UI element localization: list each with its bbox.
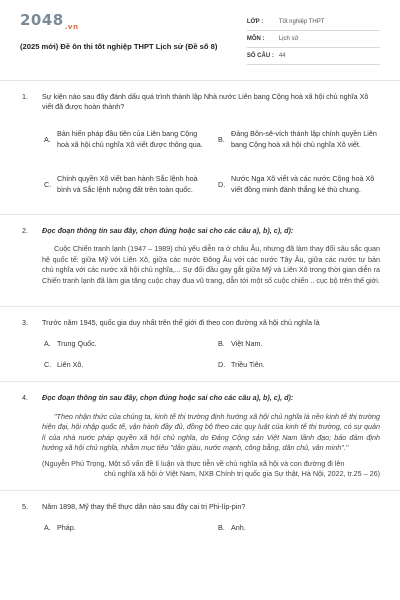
- meta-value: Tốt nghiệp THPT: [278, 18, 325, 25]
- option-text: Trung Quốc.: [57, 338, 97, 348]
- question-5: [20, 502, 380, 533]
- option-text: Liên Xô.: [57, 359, 84, 369]
- question-text: Trước năm 1945, quốc gia duy nhất trên thế giới đi theo con đường xã hội chủ nghĩa là: [42, 318, 320, 328]
- logo-suffix: .vn: [64, 23, 79, 31]
- option-letter: B.: [218, 522, 225, 532]
- question-3: [20, 318, 380, 370]
- question-4: [20, 393, 380, 479]
- question-divider: [0, 490, 400, 491]
- option-letter: A.: [44, 522, 51, 532]
- question-text: Sự kiện nào sau đây đánh dấu quá trình thành lập Nhà nước Liên bang Cộng hoà xã hội chủ nghĩa Xô viết đã được hoàn thành?: [42, 92, 369, 112]
- reading-passage: Cuộc Chiến tranh lạnh (1947 – 1989) chủ yếu diễn ra ở châu Âu, nhưng đã làm thay đổi sâu sắc quan hệ quốc tế: giữa Mỹ với Liên Xô, giữa các nước Đông Âu với các nước Tây Âu, giữa các nước tư bản chủ nghĩa với các nước xã hội chủ nghĩa,... Sự đối đầu gay gắt giữa Mỹ và Liên Xô trong thời gian diễn ra Chiến tranh lạnh đã làm gia tăng cuộc chạy đua vũ trang, dẫn tới một số cuộc chiến .. cục bộ trên thế giới.: [42, 244, 380, 285]
- question-number: 5.: [22, 502, 28, 512]
- answer-option-a[interactable]: [44, 339, 206, 349]
- exam-meta: [247, 14, 380, 65]
- option-text: Nước Nga Xô viết và các nước Cộng hoà Xô viết đồng minh đánh thắng kẻ thù chung.: [231, 174, 375, 194]
- answer-option-b[interactable]: [218, 122, 380, 158]
- question-2: [20, 226, 380, 286]
- site-logo[interactable]: [20, 12, 247, 35]
- option-letter: A.: [44, 134, 51, 144]
- option-text: Pháp.: [57, 522, 76, 532]
- question-divider: [0, 214, 400, 215]
- question-number: 2.: [22, 225, 28, 235]
- header-divider: [0, 80, 400, 81]
- answer-options: [42, 122, 380, 203]
- option-letter: D.: [218, 359, 226, 369]
- meta-value: Lịch sử: [278, 35, 299, 42]
- answer-option-c[interactable]: [44, 360, 206, 370]
- option-letter: C.: [44, 359, 52, 369]
- option-text: Bản hiến pháp đầu tiên của Liên bang Cộng hoà xã hội chủ nghĩa Xô viết được thông qua.: [57, 129, 203, 149]
- answer-option-a[interactable]: [44, 523, 206, 533]
- answer-options: [42, 339, 380, 371]
- exam-header: [20, 12, 380, 80]
- header-left: [20, 12, 247, 52]
- option-text: Anh.: [231, 522, 246, 532]
- answer-option-c[interactable]: [44, 167, 206, 203]
- citation-line: chủ nghĩa xã hội ở Việt Nam, NXB Chính trị quốc gia Sự thật, Hà Nội, 2022, tr.25 – 26): [104, 469, 380, 478]
- question-divider: [0, 306, 400, 307]
- option-letter: B.: [218, 134, 225, 144]
- answer-option-d[interactable]: [218, 167, 380, 203]
- logo-text: 2048: [20, 11, 64, 29]
- option-letter: B.: [218, 338, 225, 348]
- question-number: 1.: [22, 92, 28, 101]
- question-number: 3.: [22, 318, 28, 328]
- question-divider: [0, 381, 400, 382]
- option-letter: A.: [44, 338, 51, 348]
- option-text: Việt Nam.: [231, 338, 263, 348]
- meta-row-subject: [247, 31, 380, 48]
- question-1: [20, 92, 380, 203]
- option-text: Chính quyền Xô viết ban hành Sắc lệnh hoà bình và Sắc lệnh ruộng đất trên toàn quốc.: [57, 174, 198, 194]
- citation-line: (Nguyễn Phú Trọng, Một số vấn đề lí luận và thực tiễn về chủ nghĩa xã hội và con đường đi lên: [42, 458, 345, 468]
- answer-options: [42, 523, 380, 533]
- option-text: Đảng Bôn-sê-vích thành lập chính quyền Liên bang Cộng hoà xã hội chủ nghĩa Xô viết.: [231, 129, 377, 149]
- question-number: 4.: [22, 393, 28, 403]
- meta-value: 44: [278, 52, 286, 59]
- meta-row-count: [247, 48, 380, 65]
- passage-citation: [42, 459, 380, 480]
- reading-passage: "Theo nhận thức của chúng ta, kinh tế thị trường định hướng xã hội chủ nghĩa là nền kinh tế thị trường hiện đại, hội nhập quốc tế, vận hành đầy đủ, đồng bộ theo các quy luật của kinh tế thị trường, có sự quản lí của nhà nước pháp quyền xã hội chủ nghĩa, do Đảng Cộng sản Việt Nam lãnh đạo; bảo đảm định hướng xã hội chủ nghĩa, nhằm mục tiêu "dân giàu, nước mạnh, công bằng, dân chủ, văn minh".": [42, 411, 380, 453]
- answer-option-b[interactable]: [218, 339, 380, 349]
- question-instruction: Đọc đoạn thông tin sau đây, chọn đúng hoặc sai cho các câu a), b), c), d):: [42, 225, 294, 235]
- exam-title: (2025 mới) Đề ôn thi tốt nghiệp THPT Lịch sử (Đề số 8): [20, 42, 218, 51]
- question-instruction: Đọc đoạn thông tin sau đây, chọn đúng hoặc sai cho các câu a), b), c), d):: [42, 393, 294, 403]
- answer-option-d[interactable]: [218, 360, 380, 370]
- option-letter: C.: [44, 179, 52, 189]
- option-letter: D.: [218, 179, 226, 189]
- meta-key: MÔN :: [246, 35, 265, 42]
- question-text: Năm 1898, Mỹ thay thế thực dân nào sau đây cai trị Phi-líp-pin?: [42, 502, 246, 512]
- meta-key: LỚP :: [246, 18, 264, 25]
- option-text: Triều Tiên.: [231, 359, 265, 369]
- answer-option-a[interactable]: [44, 122, 206, 158]
- answer-option-b[interactable]: [218, 523, 380, 533]
- meta-row-class: [247, 14, 380, 31]
- meta-key: SỐ CÂU :: [246, 52, 274, 59]
